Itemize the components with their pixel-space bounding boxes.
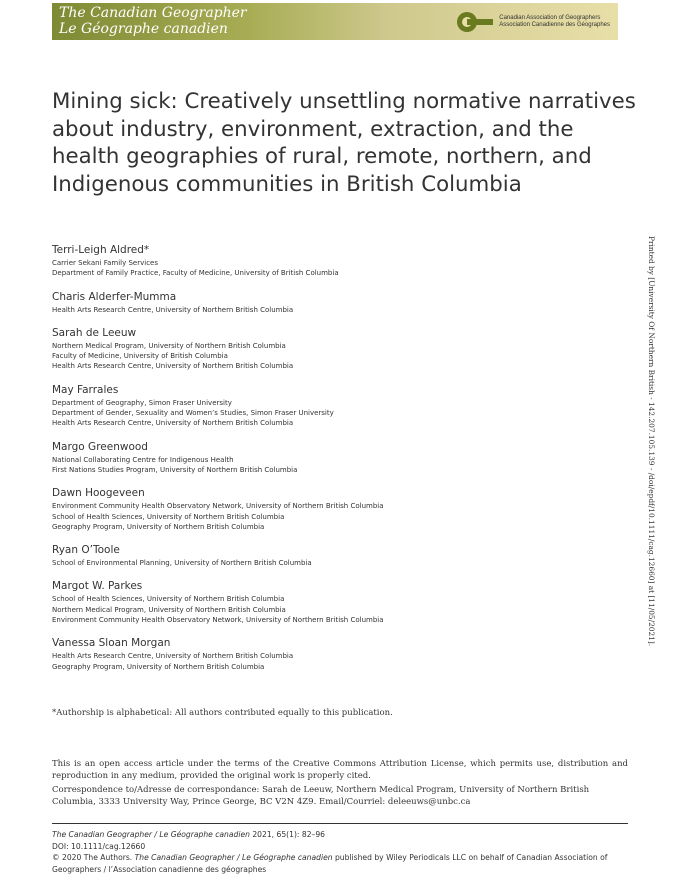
copyright-prefix: © 2020 The Authors. <box>52 853 135 862</box>
author-entry <box>52 635 612 672</box>
license-notice: This is an open access article under the terms of the Creative Commons Attribution License, which permits use, distribution and reproduction in any medium, provided the original work is properly cited. <box>52 759 628 781</box>
copyright-journal: The Canadian Geographer / Le Géographe canadien <box>134 853 333 862</box>
author-affiliation: Environment Community Health Observatory Network, University of Northern British Columbia <box>52 616 384 625</box>
journal-title-en: The Canadian Geographer <box>59 5 247 21</box>
citation-line <box>52 829 628 841</box>
author-entry <box>52 382 612 429</box>
author-affiliation: Health Arts Research Centre, University of Northern British Columbia <box>52 362 294 371</box>
author-affiliation: Department of Family Practice, Faculty of Medicine, University of British Columbia <box>52 269 339 278</box>
author-entry <box>52 439 612 476</box>
journal-banner <box>52 3 618 40</box>
author-affiliation: Faculty of Medicine, University of British Columbia <box>52 352 228 361</box>
author-name: Ryan O’Toole <box>52 544 120 557</box>
author-affiliation: School of Health Sciences, University of Northern British Columbia <box>52 595 285 604</box>
correspondence: Correspondence to/Adresse de correspondance: Sarah de Leeuw, Northern Medical Program, University of Northern British Columbia, 3333 University Way, Prince George, BC V2N 4Z9. Email/Courriel: deleeuws@unbc.ca <box>52 785 590 807</box>
author-affiliation: Health Arts Research Centre, University of Northern British Columbia <box>52 652 294 661</box>
author-affiliation: Health Arts Research Centre, University of Northern British Columbia <box>52 305 294 314</box>
author-name: Dawn Hoogeveen <box>52 487 145 500</box>
author-affiliation: Carrier Sekani Family Services <box>52 259 159 267</box>
author-affiliation: School of Health Sciences, University of Northern British Columbia <box>52 512 285 521</box>
journal-title-fr: Le Géographe canadien <box>59 21 228 37</box>
cag-logo-block <box>455 9 610 35</box>
citation-details: 2021, 65(1): 82–96 <box>249 830 326 839</box>
cag-logo-icon <box>455 10 495 34</box>
print-stamp-text: Printed by [University Of Northern British - 142.207.105.139 - /doi/epdf/10.1111/cag.12660] at [11/05/2021]. <box>647 236 656 647</box>
author-affiliation: First Nations Studies Program, University of Northern British Columbia <box>52 465 298 474</box>
author-affiliation: Geography Program, University of Northern British Columbia <box>52 522 265 531</box>
author-name: Margo Greenwood <box>52 440 148 453</box>
journal-title <box>59 5 247 37</box>
cag-name-fr: Association Canadienne des Géographes <box>499 22 610 28</box>
authorship-footnote: *Authorship is alphabetical: All authors contributed equally to this publication. <box>52 708 393 718</box>
author-list <box>52 242 612 682</box>
author-entry <box>52 485 612 532</box>
cag-name <box>499 15 610 29</box>
author-name: Charis Alderfer-Mumma <box>52 290 177 303</box>
author-entry <box>52 289 612 315</box>
author-affiliation: National Collaborating Centre for Indigenous Health <box>52 455 234 464</box>
author-affiliation: Northern Medical Program, University of Northern British Columbia <box>52 605 286 614</box>
journal-ref: The Canadian Geographer / Le Géographe canadien <box>52 830 250 839</box>
author-affiliation: Northern Medical Program, University of Northern British Columbia <box>52 341 286 350</box>
article-title: Mining sick: Creatively unsettling normative narratives about industry, environment, extraction, and the health geographies of rural, remote, northern, and Indigenous communities in British Columbia <box>52 89 636 197</box>
author-name: Margot W. Parkes <box>52 580 143 593</box>
author-name: Vanessa Sloan Morgan <box>52 637 171 650</box>
author-affiliation: Geography Program, University of Northern British Columbia <box>52 662 265 671</box>
author-affiliation: Department of Gender, Sexuality and Women’s Studies, Simon Fraser University <box>52 409 334 418</box>
author-name: Sarah de Leeuw <box>52 326 137 339</box>
footer-divider <box>52 823 628 824</box>
page-footer <box>52 829 628 875</box>
author-entry <box>52 578 612 625</box>
author-entry <box>52 325 612 372</box>
author-name: May Farrales <box>52 383 119 396</box>
author-name: Terri-Leigh Aldred* <box>52 244 150 256</box>
author-affiliation: School of Environmental Planning, University of Northern British Columbia <box>52 559 312 568</box>
cag-name-en: Canadian Association of Geographers <box>499 15 601 21</box>
author-affiliation: Department of Geography, Simon Fraser University <box>52 398 232 407</box>
author-entry <box>52 242 612 279</box>
copyright-suffix: published by Wiley Periodicals LLC on behalf of Canadian Association of Geographers / l’Association canadienne des géographes <box>52 853 608 874</box>
author-affiliation: Health Arts Research Centre, University of Northern British Columbia <box>52 419 294 428</box>
copyright <box>52 852 628 875</box>
author-affiliation: Environment Community Health Observatory Network, University of Northern British Columbia <box>52 502 384 511</box>
print-stamp <box>642 236 658 647</box>
author-entry <box>52 542 612 568</box>
doi: DOI: 10.1111/cag.12660 <box>52 841 146 851</box>
